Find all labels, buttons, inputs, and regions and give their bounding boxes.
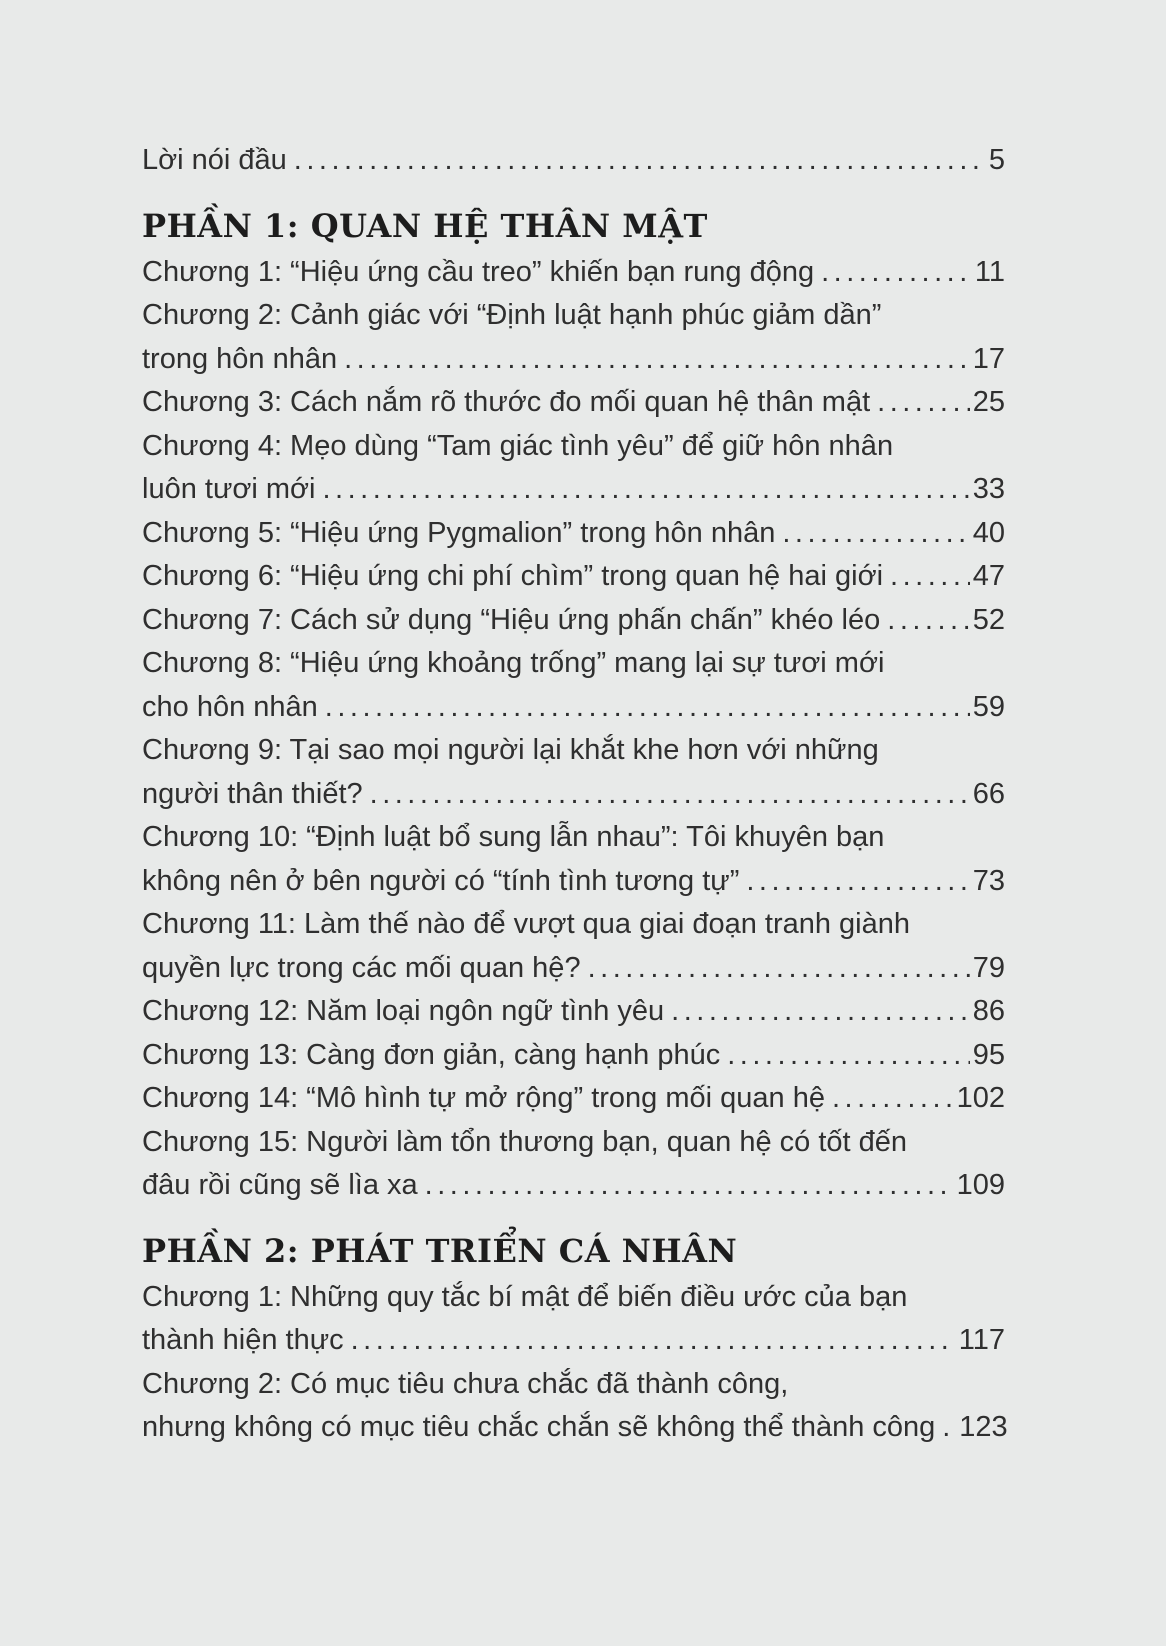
table-of-contents <box>142 139 1008 1450</box>
toc-entry <box>142 599 1005 643</box>
toc-entry-lastline <box>142 773 1005 817</box>
toc-entry-lastline <box>142 1406 1008 1450</box>
page-number: 17 <box>972 342 1005 375</box>
toc-entry-line: Chương 2: Cảnh giác với “Định luật hạnh phúc giảm dần” <box>142 299 882 331</box>
toc-entry-text: Chương 14: “Mô hình tự mở rộng” trong mối quan hệ <box>142 1082 825 1114</box>
toc-entry <box>142 1034 1005 1078</box>
page-number: 109 <box>956 1169 1005 1201</box>
page-number: 79 <box>972 951 1005 984</box>
page-number: 95 <box>972 1038 1005 1071</box>
toc-entry <box>142 139 1005 183</box>
toc-entry-text: không nên ở bên người có “tính tình tương tự” <box>142 864 740 897</box>
toc-entry-lastline <box>142 468 1005 512</box>
toc-entry-lastline <box>142 1319 1005 1363</box>
toc-entry-line: Chương 10: “Định luật bổ sung lẫn nhau”: Tôi khuyên bạn <box>142 821 885 853</box>
page-number: 40 <box>972 516 1005 549</box>
toc-entry-text: Lời nói đầu <box>142 144 287 176</box>
toc-entry-line: Chương 15: Người làm tổn thương bạn, quan hệ có tốt đến <box>142 1125 908 1158</box>
toc-entry-lastline <box>142 947 1005 991</box>
toc-entry-lastline <box>142 990 1005 1034</box>
toc-entry <box>142 1077 1005 1121</box>
toc-entry-text: cho hôn nhân <box>142 690 318 723</box>
dot-leader <box>887 599 969 643</box>
toc-entry <box>142 642 1005 729</box>
dot-leader <box>294 139 986 183</box>
toc-entry-text: trong hôn nhân <box>142 342 338 375</box>
toc-entry <box>142 1121 1005 1208</box>
toc-entry-lastline <box>142 860 1005 904</box>
dot-leader <box>821 251 972 295</box>
page-number: 123 <box>959 1411 1008 1443</box>
dot-leader <box>671 990 970 1034</box>
toc-entry-text: Chương 12: Năm loại ngôn ngữ tình yêu <box>142 995 665 1027</box>
page-number: 25 <box>972 386 1005 418</box>
dot-leader <box>782 512 969 556</box>
toc-entry-text: quyền lực trong các mối quan hệ? <box>142 951 581 984</box>
section-heading: PHẦN 1: QUAN HỆ THÂN MẬT <box>142 206 708 245</box>
toc-entry-lastline <box>142 251 1005 295</box>
dot-leader <box>832 1077 954 1121</box>
toc-entry-text: Chương 6: “Hiệu ứng chi phí chìm” trong quan hệ hai giới <box>142 560 884 592</box>
page-number: 66 <box>972 777 1005 810</box>
page-number: 11 <box>974 255 1005 288</box>
toc-entry-lastline <box>142 381 1005 425</box>
dot-leader <box>425 1164 954 1208</box>
toc-entry <box>142 251 1005 295</box>
toc-entry <box>142 425 1005 512</box>
toc-entry-lastline <box>142 599 1005 643</box>
section-heading: PHẦN 2: PHÁT TRIỂN CÁ NHÂN <box>142 1231 738 1270</box>
toc-entry <box>142 816 1005 903</box>
toc-entry-lastline <box>142 1034 1005 1078</box>
toc-entry-text: Chương 7: Cách sử dụng “Hiệu ứng phấn chấn” khéo léo <box>142 603 881 636</box>
toc-entry-lastline <box>142 512 1005 556</box>
toc-entry-lastline <box>142 1164 1005 1208</box>
toc-entry <box>142 1363 1008 1450</box>
toc-entry-lastline <box>142 686 1005 730</box>
toc-entry-text: Chương 5: “Hiệu ứng Pygmalion” trong hôn nhân <box>142 516 776 549</box>
toc-entry-lastline <box>142 555 1005 599</box>
dot-leader <box>746 860 969 904</box>
dot-leader <box>890 555 970 599</box>
toc-entry <box>142 294 1005 381</box>
toc-entry <box>142 990 1005 1034</box>
toc-entry <box>142 555 1005 599</box>
toc-entry-lastline <box>142 338 1005 382</box>
dot-leader <box>351 1319 956 1363</box>
toc-entry-lastline <box>142 139 1005 183</box>
toc-entry-text: thành hiện thực <box>142 1324 344 1356</box>
toc-entry-text: người thân thiết? <box>142 777 363 810</box>
dot-leader <box>344 338 970 382</box>
page-number: 86 <box>972 995 1005 1027</box>
dot-leader <box>942 1406 956 1450</box>
toc-entry-line: Chương 8: “Hiệu ứng khoảng trống” mang lại sự tươi mới <box>142 647 885 679</box>
toc-entry-text: luôn tươi mới <box>142 473 316 505</box>
toc-entry-line: Chương 2: Có mục tiêu chưa chắc đã thành công, <box>142 1367 789 1400</box>
dot-leader <box>877 381 970 425</box>
dot-leader <box>588 947 970 991</box>
toc-entry <box>142 512 1005 556</box>
dot-leader <box>323 468 970 512</box>
page-number: 52 <box>972 603 1005 636</box>
toc-entry <box>142 1276 1005 1363</box>
toc-entry <box>142 381 1005 425</box>
toc-entry-text: nhưng không có mục tiêu chắc chắn sẽ không thể thành công <box>142 1411 936 1443</box>
page-number: 33 <box>972 473 1005 505</box>
toc-entry-line: Chương 11: Làm thế nào để vượt qua giai đoạn tranh giành <box>142 908 911 940</box>
toc-entry-line: Chương 1: Những quy tắc bí mật để biến điều ước của bạn <box>142 1280 908 1313</box>
page-number: 47 <box>972 560 1005 592</box>
toc-entry-text: Chương 13: Càng đơn giản, càng hạnh phúc <box>142 1038 721 1071</box>
toc-entry-line: Chương 4: Mẹo dùng “Tam giác tình yêu” để giữ hôn nhân <box>142 429 894 462</box>
toc-entry <box>142 729 1005 816</box>
page-number: 117 <box>958 1324 1005 1356</box>
dot-leader <box>325 686 970 730</box>
toc-entry-lastline <box>142 1077 1005 1121</box>
toc-entry-text: đâu rồi cũng sẽ lìa xa <box>142 1169 418 1201</box>
toc-entry <box>142 903 1005 990</box>
dot-leader <box>370 773 970 817</box>
dot-leader <box>727 1034 969 1078</box>
toc-entry-text: Chương 3: Cách nắm rõ thước đo mối quan hệ thân mật <box>142 386 871 418</box>
toc-entry-text: Chương 1: “Hiệu ứng cầu treo” khiến bạn rung động <box>142 255 815 288</box>
page-number: 59 <box>972 690 1005 723</box>
page-number: 73 <box>972 864 1005 897</box>
page-number: 5 <box>988 144 1005 176</box>
page-number: 102 <box>956 1082 1005 1114</box>
toc-entry-line: Chương 9: Tại sao mọi người lại khắt khe hơn với những <box>142 734 879 766</box>
